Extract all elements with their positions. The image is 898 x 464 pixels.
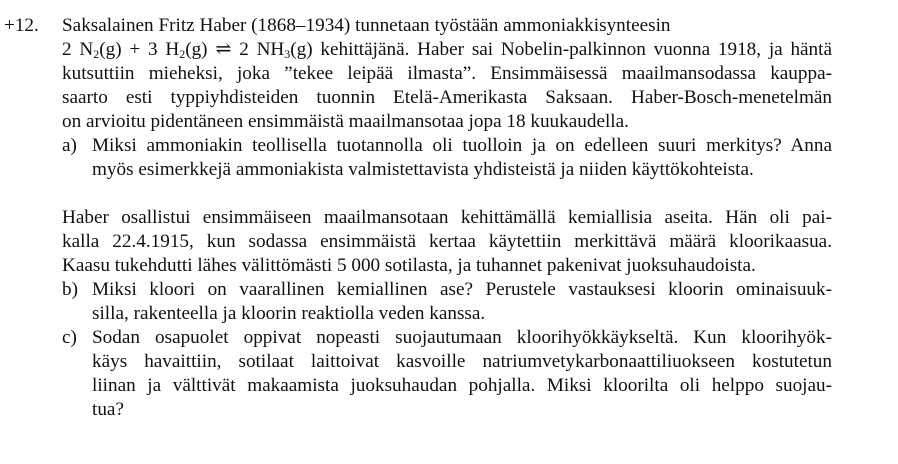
subscript: 2 [93, 47, 100, 61]
intro-line-5: on arvioitu pidentäneen ensimmäistä maailmansotaa jopa 18 kuukaudella. [62, 111, 629, 132]
paragraph2-line-3: Kaasu tukehdutti lähes välittömästi 5 000 sotilasta, ja tuhannet pakenivat juoksuhaudoista. [62, 255, 756, 276]
question-b-line-1: Miksi kloori on vaarallinen kemiallinen ase? Perustele vastauksesi kloorin ominaisuuk- [92, 279, 832, 300]
subscript: 2 [179, 47, 186, 61]
intro-line-3: kutsuttiin mieheksi, joka ”tekee leipää ilmasta”. Ensimmäisessä maailmansodassa kauppa- [62, 63, 832, 84]
question-b-marker: b) [62, 279, 78, 300]
equation-part: (g) + 3 H [99, 39, 180, 60]
intro-line-2-equation [62, 38, 832, 62]
equation-part: (g) ⇌ 2 NH [185, 39, 285, 60]
question-c-line-2: käys havaittiin, sotilaat laittoivat kasvoille natriumvetykarbonaattiliuokseen kostutetun [92, 351, 832, 372]
paragraph2-line-2: kalla 22.4.1915, kun sodassa ensimmäistä kertaa käytettiin merkittävä määrä kloorikaasua. [62, 231, 832, 252]
question-a-marker: a) [62, 135, 77, 156]
paragraph2-line-1: Haber osallistui ensimmäiseen maailmansotaan kehittämällä kemiallisia aseita. Hän oli pai- [62, 207, 832, 228]
equation-part: (g) kehittäjänä. Haber sai Nobelin-palkinnon vuonna 1918, ja häntä [290, 39, 832, 60]
question-b-line-2: silla, rakenteella ja kloorin reaktiolla veden kanssa. [92, 303, 486, 324]
equation-part: 2 N [62, 39, 94, 60]
intro-line-1: Saksalainen Fritz Haber (1868–1934) tunnetaan työstään ammoniakkisynteesin [62, 15, 671, 36]
question-a-line-1: Miksi ammoniakin teollisella tuotannolla oli tuolloin ja on edelleen suuri merkitys? Anna [92, 135, 832, 156]
intro-line-4: saarto esti typpiyhdisteiden tuonnin Etelä-Amerikasta Saksaan. Haber-Bosch-menetelmän [62, 87, 832, 108]
question-c-line-4: tua? [92, 399, 124, 420]
question-a-line-2: myös esimerkkejä ammoniakista valmistettavista yhdisteistä ja niiden käyttökohteista. [92, 159, 754, 180]
subscript: 3 [284, 47, 291, 61]
question-c-marker: c) [62, 327, 77, 348]
exercise-number: +12. [4, 15, 39, 36]
question-c-line-1: Sodan osapuolet oppivat nopeasti suojautumaan kloorihyökkäykseltä. Kun kloorihyök- [92, 327, 832, 348]
question-c-line-3: liinan ja välttivät makaamista juoksuhaudan pohjalla. Miksi kloorilta oli helppo suojau- [92, 375, 832, 396]
